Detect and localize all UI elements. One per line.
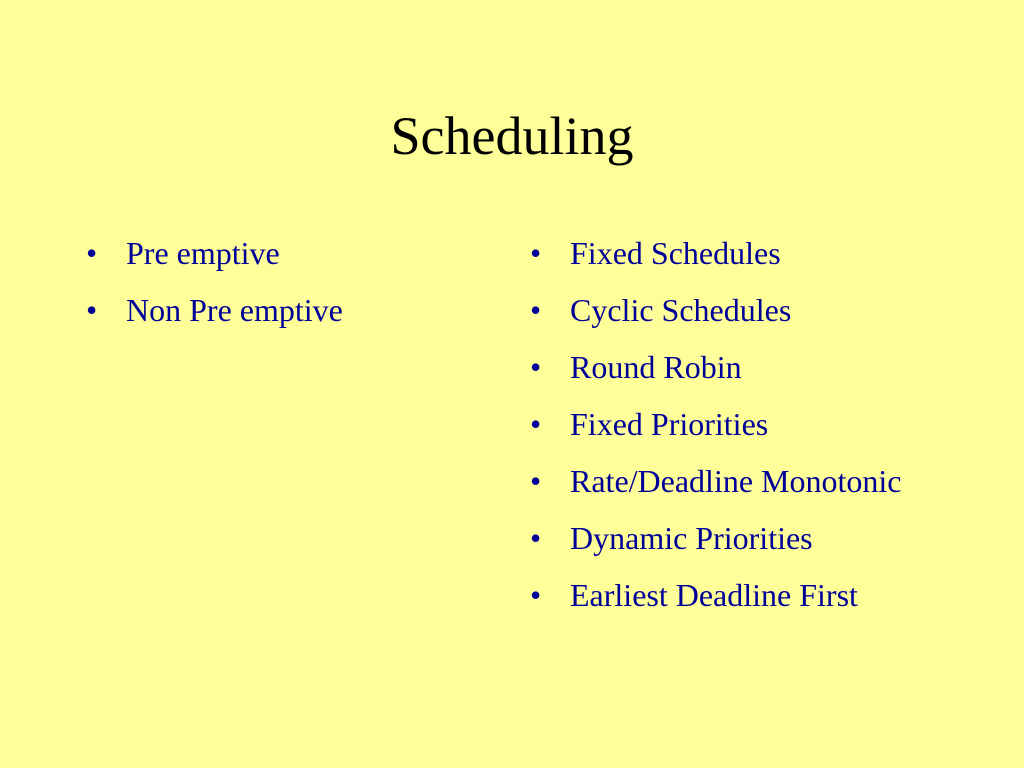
bullet-icon: • [530,577,542,613]
list-item [530,287,990,333]
list-item [530,572,990,618]
list-item [530,401,990,447]
list-item [86,230,466,276]
right-bullet-list [530,230,990,629]
bullet-icon: • [530,463,542,499]
bullet-text: Earliest Deadline First [570,577,858,613]
bullet-icon: • [530,349,542,385]
list-item [530,458,990,504]
bullet-icon: • [86,235,98,271]
left-bullet-list [86,230,466,344]
bullet-text: Rate/Deadline Monotonic [570,463,902,499]
bullet-icon: • [530,235,542,271]
bullet-text: Fixed Schedules [570,235,781,271]
bullet-text: Pre emptive [126,235,280,271]
bullet-icon: • [86,292,98,328]
list-item [530,344,990,390]
bullet-text: Dynamic Priorities [570,520,813,556]
bullet-icon: • [530,406,542,442]
bullet-icon: • [530,520,542,556]
list-item [86,287,466,333]
bullet-text: Fixed Priorities [570,406,769,442]
list-item [530,230,990,276]
bullet-text: Non Pre emptive [126,292,343,328]
bullet-icon: • [530,292,542,328]
bullet-text: Round Robin [570,349,742,385]
bullet-text: Cyclic Schedules [570,292,792,328]
slide-title: Scheduling [390,106,634,166]
list-item [530,515,990,561]
